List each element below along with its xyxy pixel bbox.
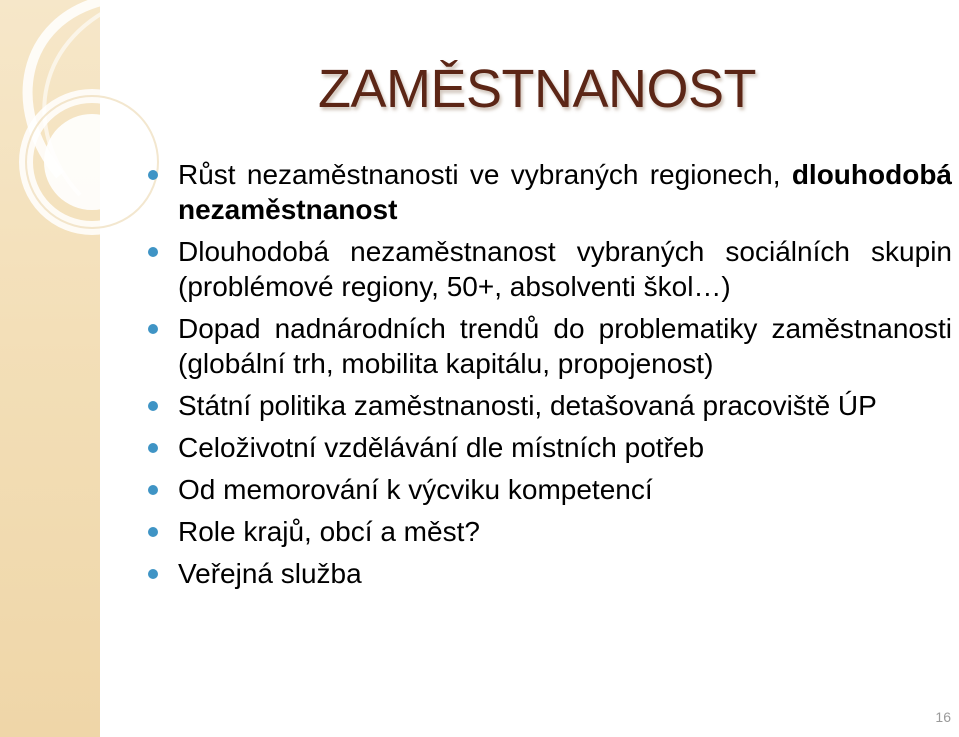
page-number: 16	[935, 709, 951, 725]
bullet-text: Dopad nadnárodních trendů do problematiky zaměstnanosti (globální trh, mobilita kapitálu, propojenost)	[178, 313, 952, 379]
bullet-text: Celoživotní vzdělávání dle místních potřeb	[178, 432, 705, 463]
bullet-dot-icon	[148, 527, 158, 537]
bullet-text: Státní politika zaměstnanosti, detašovaná pracoviště ÚP	[178, 390, 877, 421]
bullet-text: Veřejná služba	[178, 558, 362, 589]
bullet-item	[140, 234, 952, 304]
bullet-dot-icon	[148, 443, 158, 453]
bullet-dot-icon	[148, 170, 158, 180]
bullet-item	[140, 556, 952, 591]
bullet-text: Růst nezaměstnanosti ve vybraných regionech,	[178, 159, 781, 190]
bullet-text: Dlouhodobá nezaměstnanost vybraných sociálních skupin (problémové regiony, 50+, absolventi škol…)	[178, 236, 952, 302]
bullet-dot-icon	[148, 569, 158, 579]
bullet-text: Role krajů, obcí a měst?	[178, 516, 480, 547]
bullet-bold-text: dlouhodobá nezaměstnanost	[178, 159, 952, 225]
slide-title: ZAMĚSTNANOST	[318, 59, 757, 119]
bullet-dot-icon	[148, 401, 158, 411]
bullet-item	[140, 311, 952, 381]
bullet-list	[140, 157, 952, 598]
bullet-text: Od memorování k výcviku kompetencí	[178, 474, 653, 505]
bullet-item	[140, 157, 952, 227]
bullet-item	[140, 472, 952, 507]
bullet-dot-icon	[148, 247, 158, 257]
bullet-item	[140, 514, 952, 549]
bullet-item	[140, 388, 952, 423]
bullet-item	[140, 430, 952, 465]
bullet-dot-icon	[148, 485, 158, 495]
bullet-dot-icon	[148, 324, 158, 334]
